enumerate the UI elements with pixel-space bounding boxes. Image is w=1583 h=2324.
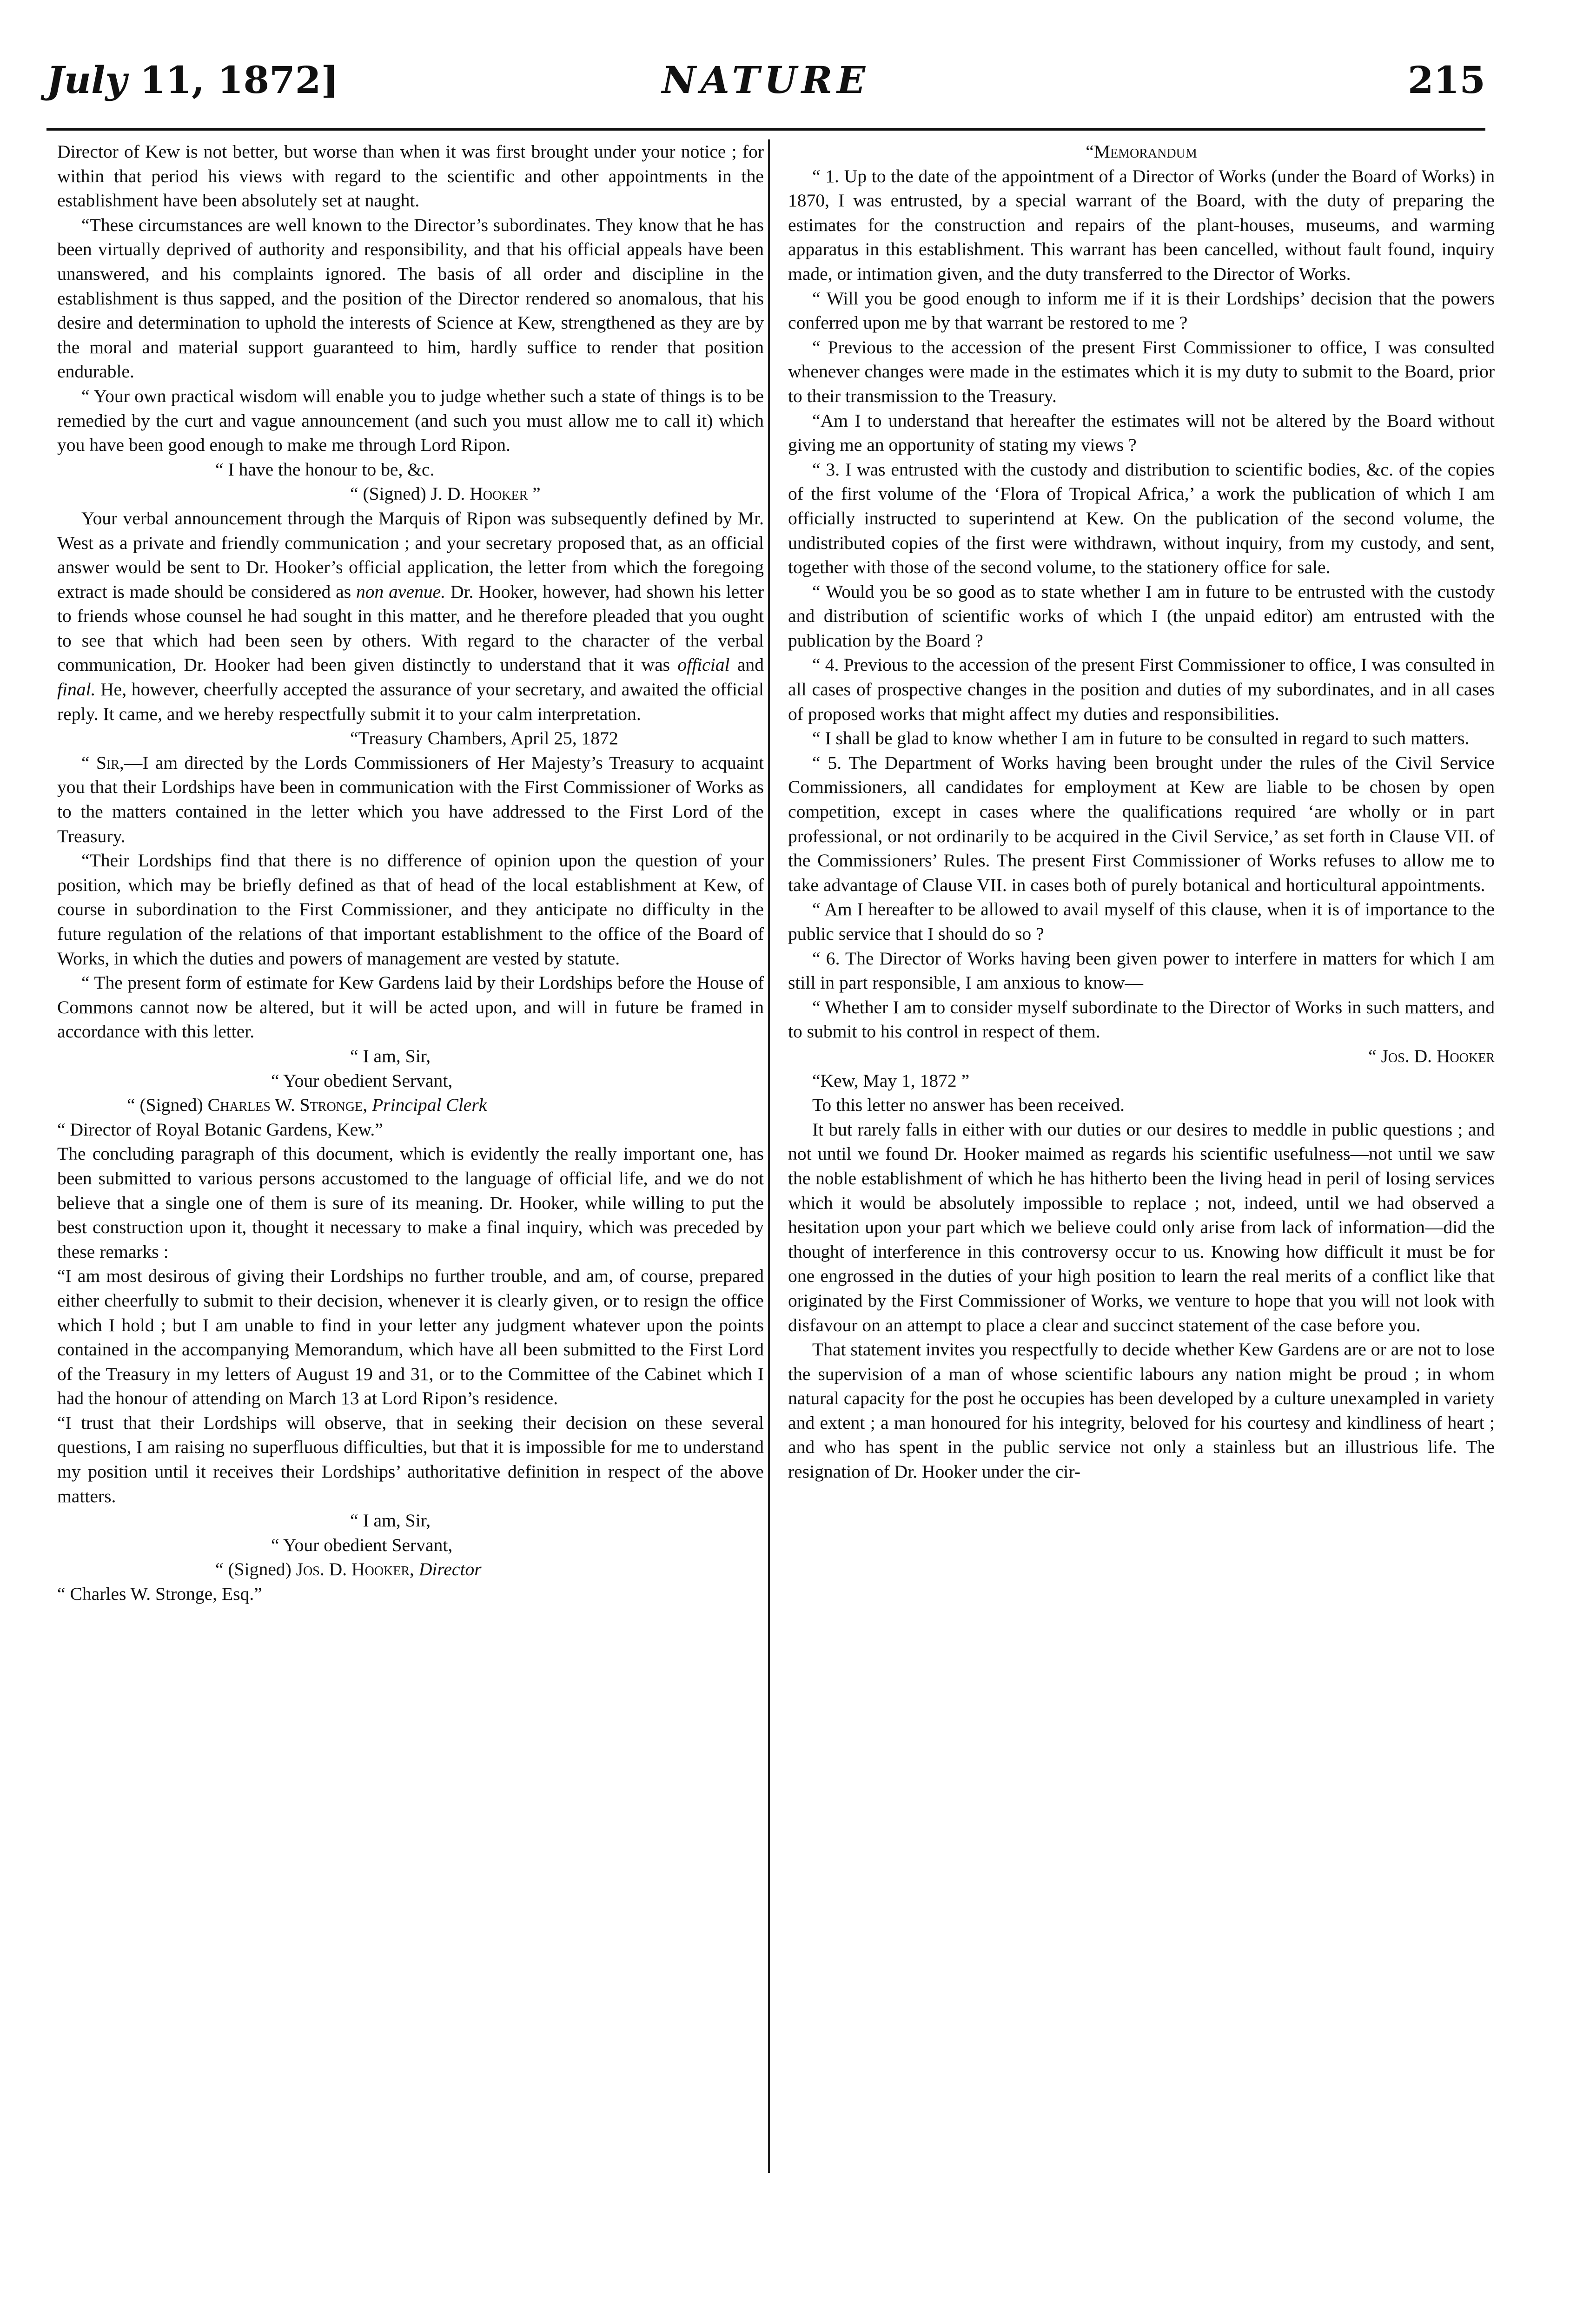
- signature-name: Charles W. Stronge,: [207, 1095, 368, 1116]
- signature-suffix: ”: [528, 483, 541, 504]
- paragraph: “ 1. Up to the date of the appointment of a Director of Works (under the Board of Works) in 1870, I was entrusted, by a special warrant of the Board, with the duty of preparing the estimates for the construction and repairs of the plant-houses, museums, and warming apparatus in this establishment. This warrant has been cancelled, without fault found, inquiry made, or intimation given, and the duty transferred to the Director of Works.: [788, 165, 1495, 284]
- paragraph: That statement invites you respectfully to decide whether Kew Gardens are or are not to lose the supervision of a man of whose scientific labours any nation might be proud ; in whom natural capacity for the post he occupies has been developed by a culture unexampled in variety and extent ; a man honoured for his integrity, beloved for his courtesy and kindliness of heart ; and who has spent in the public service not only a stainless but an illustrious life. The resignation of Dr. Hooker under the cir-: [788, 1339, 1495, 1482]
- paragraph: “Their Lordships find that there is no difference of opinion upon the question of your position, which may be briefly defined as that of head of the local establishment at Kew, of course in subordination to the First Commissioner, and they anticipate no difficulty in the future regulation of the relations of that important establishment to the office of the Board of Works, in which the duties and powers of management are vested by statute.: [57, 850, 764, 969]
- closing-line: “ Your obedient Servant,: [271, 1070, 453, 1091]
- addressee-line: “ Charles W. Stronge, Esq.”: [57, 1584, 262, 1604]
- emphasis: official: [677, 654, 730, 675]
- paragraph: “ The present form of estimate for Kew Gardens laid by their Lordships before the House of Commons cannot now be altered, but it will be acted upon, and will in future be framed in accordance with this letter.: [57, 972, 764, 1042]
- signature-line: [57, 1093, 764, 1117]
- signature-prefix: “ (Signed): [215, 1559, 296, 1580]
- text-run: and: [729, 654, 764, 675]
- issue-day-year: 11, 1872]: [126, 58, 339, 102]
- closing-line: “ I am, Sir,: [350, 1510, 431, 1531]
- paragraph: “ 5. The Department of Works having been brought under the rules of the Civil Service Commissioners, all candidates for employment at Kew are liable to be chosen by open competition, except in cases where the qualifications required ‘are wholly or in part professional, or not ordinarily to be acquired in the Civil Service,’ as set forth in Clause VII. of the Commissioners’ Rules. The present First Commissioner of Works refuses to allow me to take advantage of Clause VII. in cases both of purely botanical and horticultural appointments.: [788, 752, 1495, 895]
- signature-prefix: “ (Signed): [127, 1095, 208, 1116]
- paragraph: “I am most desirous of giving their Lordships no further trouble, and am, of course, prepared either cheerfully to submit to their decision, whenever it is clearly given, or to resign the office which I hold ; but I am unable to find in your letter any judgment whatever upon the points contained in the accompanying Memorandum, which have all been submitted to the First Lord of the Treasury in my letters of August 19 and 31, or to the Committee of the Cabinet which I had the honour of attending on March 13 at Lord Ripon’s residence.: [57, 1266, 764, 1409]
- paragraph: “ Your own practical wisdom will enable you to judge whether such a state of things is to be remedied by the curt and vague announcement (and such you must allow me to call it) which you have been good enough to make me through Lord Ripon.: [57, 385, 764, 456]
- paragraph: “ Previous to the accession of the present First Commissioner to office, I was consulted whenever changes were made in the estimates which it is my duty to submit to the Board, prior to their transmission to the Treasury.: [788, 337, 1495, 406]
- column-divider: [768, 139, 770, 2173]
- paragraph: “ I shall be glad to know whether I am in future to be consulted in regard to such matters.: [812, 728, 1470, 749]
- paragraph: “ Am I hereafter to be allowed to avail myself of this clause, when it is of importance to the public service that I should do so ?: [788, 899, 1495, 944]
- left-column: [57, 139, 764, 1606]
- journal-title: NATURE: [662, 58, 870, 102]
- salutation: “ Sir,: [81, 752, 124, 773]
- paragraph: The concluding paragraph of this document, which is evidently the really important one, has been submitted to various persons accustomed to the language of official life, and we do not believe that a single one of them is sure of its meaning. Dr. Hooker, while willing to put the best construction upon it, thought it necessary to make a final inquiry, which was preceded by these remarks :: [57, 1143, 764, 1262]
- issue-month: July: [46, 58, 127, 102]
- emphasis: final.: [57, 679, 96, 700]
- paragraph: Director of Kew is not better, but worse than when it was first brought under your notice ; for within that period his views with regard to the scientific and other appointments in the establishment have been absolutely set at naught.: [57, 141, 764, 211]
- paragraph: “These circumstances are well known to the Director’s subordinates. They know that he has been virtually deprived of authority and responsibility, and that his official appeals have been unanswered, and his complaints ignored. The basis of all order and discipline in the establishment is thus sapped, and the position of the Director rendered so anomalous, that his desire and determination to uphold the interests of Science at Kew, strengthened as they are by the moral and material support guaranteed to him, hardly suffice to render that position endurable.: [57, 214, 764, 382]
- paragraph: [57, 506, 764, 726]
- page-number: 215: [1408, 58, 1485, 102]
- signature-name: Jos. D. Hooker,: [296, 1559, 414, 1580]
- signature-title: Director: [414, 1559, 482, 1580]
- closing-line: “ I am, Sir,: [350, 1045, 431, 1066]
- signature-line: [57, 1557, 764, 1582]
- signature-line: [57, 482, 764, 506]
- emphasis: non avenue.: [356, 581, 446, 602]
- page-header: [46, 58, 1485, 119]
- memorandum-title: “Memorandum: [1086, 141, 1197, 162]
- text-run: Dr. Hooker, however, had shown his letter to friends whose counsel he had sought in this matter, and he therefore pleaded that you ought to see that which had been seen by others. With regard to the character of the verbal communication, Dr. Hooker had been given distinctly to understand that it was: [57, 581, 764, 675]
- paragraph: It but rarely falls in either with our duties or our desires to meddle in public questions ; and not until we found Dr. Hooker maimed as regards his scientific usefulness—not until we saw the noble establishment of which he has hitherto been the living head in peril of losing services which it would be absolutely impossible to replace ; not, indeed, until we had observed a hesitation upon your part which we believe could only arise from lack of information—did the thought of interference in this controversy occur to us. Knowing how difficult it must be for one engrossed in the duties of your high position to learn the real merits of a conflict like that originated by the First Commissioner of Works, we venture to hope that you will not look with disfavour on an attempt to place a clear and succinct statement of the case before you.: [788, 1119, 1495, 1335]
- text-run: —I am directed by the Lords Commissioners of Her Majesty’s Treasury to acquaint you that their Lordships have been in communication with the First Commissioner of Works as to the matters contained in the letter which you have addressed to the First Lord of the Treasury.: [57, 752, 764, 846]
- signature-line: “ Jos. D. Hooker: [1368, 1045, 1495, 1066]
- signature-name: Hooker: [470, 483, 528, 504]
- signature-title: Principal Clerk: [367, 1095, 487, 1116]
- letter-dateline: “Kew, May 1, 1872 ”: [812, 1070, 970, 1091]
- text-run: He, however, cheerfully accepted the assurance of your secretary, and awaited the official reply. It came, and we hereby respectfully submit it to your calm interpretation.: [57, 679, 764, 724]
- paragraph: “ 6. The Director of Works having been given power to interfere in matters for which I am still in part responsible, I am anxious to know—: [788, 948, 1495, 993]
- signature-prefix: “ (Signed) J. D.: [350, 483, 470, 504]
- paragraph: “ 3. I was entrusted with the custody and distribution to scientific bodies, &c. of the copies of the first volume of the ‘Flora of Tropical Africa,’ a work the publication of which I am officially instructed to superintend at Kew. On the publication of the second volume, the undistributed copies of the first were withdrawn, without inquiry, from my custody, and sent, together with those of the second volume, to the stationery office for sale.: [788, 459, 1495, 578]
- closing-line: “ Your obedient Servant,: [271, 1534, 453, 1555]
- paragraph: “ Will you be good enough to inform me if it is their Lordships’ decision that the powers conferred upon me by that warrant be restored to me ?: [788, 288, 1495, 333]
- header-rule: [46, 128, 1485, 131]
- paragraph: “ Whether I am to consider myself subordinate to the Director of Works in such matters, and to submit to his control in respect of them.: [788, 997, 1495, 1042]
- text-run: Your verbal announcement through the Marquis of Ripon was subsequently defined by Mr. West as a private and friendly communication ; and your secretary proposed that, as an official answer would be sent to Dr. Hooker’s official application, the letter from which the foregoing extract is made should be considered as: [57, 508, 764, 602]
- paragraph: “ Would you be so good as to state whether I am in future to be entrusted with the custody and distribution of scientific works of which I (the unpaid editor) am entrusted with the publication by the Board ?: [788, 581, 1495, 651]
- paragraph: [57, 751, 764, 848]
- paragraph: To this letter no answer has been received.: [812, 1095, 1125, 1116]
- addressee-line: “ Director of Royal Botanic Gardens, Kew.”: [57, 1119, 383, 1140]
- letter-dateline: “Treasury Chambers, April 25, 1872: [350, 728, 618, 749]
- paragraph: “ 4. Previous to the accession of the present First Commissioner to office, I was consulted in all cases of prospective changes in the position and duties of my subordinates, and in all cases of proposed works that might affect my duties and responsibilities.: [788, 654, 1495, 724]
- closing-line: “ I have the honour to be, &c.: [215, 459, 435, 480]
- paragraph: “I trust that their Lordships will observe, that in seeking their decision on these several questions, I am raising no superfluous difficulties, but that it is impossible for me to understand my position until it receives their Lordships’ authoritative definition in respect of the above matters.: [57, 1412, 764, 1506]
- paragraph: “Am I to understand that hereafter the estimates will not be altered by the Board without giving me an opportunity of stating my views ?: [788, 410, 1495, 456]
- right-column: [788, 139, 1495, 1484]
